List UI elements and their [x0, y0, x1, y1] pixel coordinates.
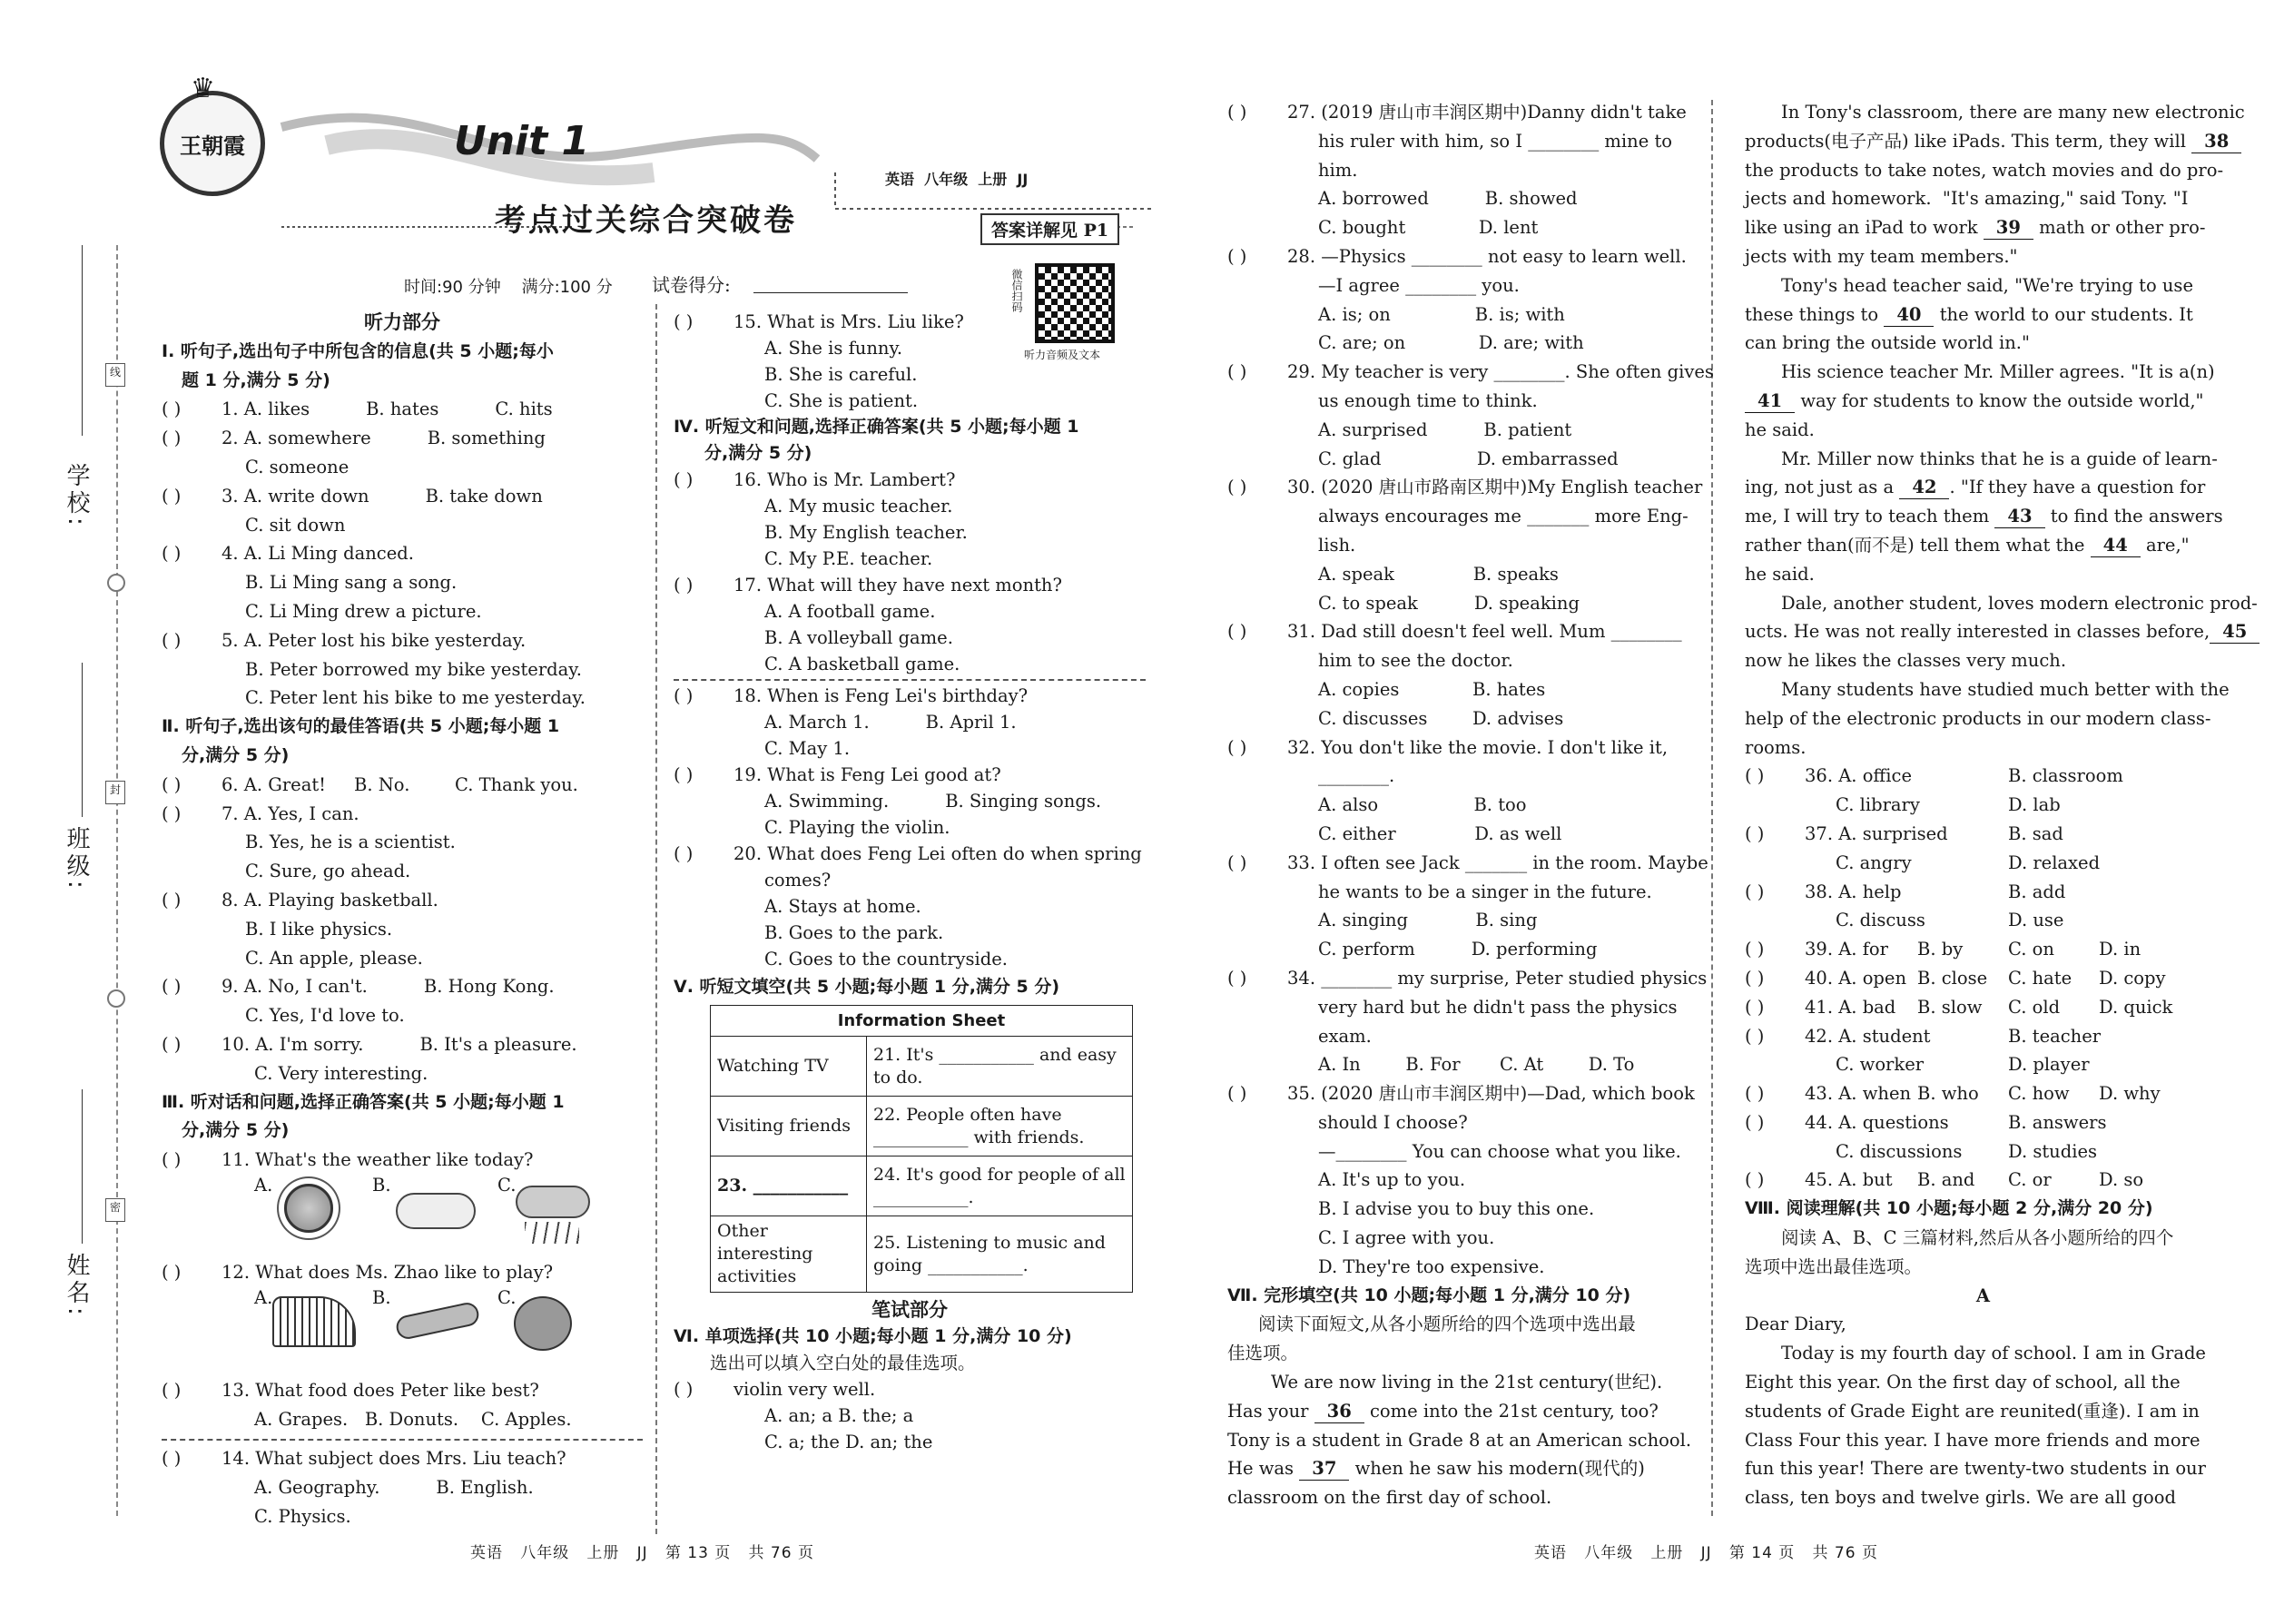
passage-line: now he likes the classes very much.	[1745, 650, 2067, 672]
diary-line: Class Four this year. I have more friends and more	[1745, 1429, 2200, 1451]
violin-icon	[394, 1300, 480, 1341]
passage-line: like using an iPad to work 39 math or other pro-	[1745, 217, 2206, 239]
section-2-heading-cont: 分,满分 5 分)	[182, 744, 290, 765]
question-44: ( ) 44. A. questions B. answers	[1745, 1111, 2107, 1133]
information-sheet	[710, 1005, 1133, 1293]
option: A. Geography. B. English.	[254, 1477, 534, 1499]
q-cont: us enough time to think.	[1318, 389, 1538, 411]
passage-line: Has your 36 come into the 21st century, too?	[1227, 1400, 1659, 1422]
passage-line: ucts. He was not really interested in classes before, 45	[1745, 617, 2221, 646]
info-cell: Visiting friends	[711, 1097, 867, 1156]
question-33: ( ) 33. I often see Jack _______ in the room. Maybe	[1227, 851, 1708, 873]
question-1: ( ) 1. A. likes B. hates C. hits	[162, 399, 553, 420]
school-label: 学校:	[63, 463, 90, 529]
passage-line: We are now living in the 21st century(世纪).	[1271, 1372, 1663, 1393]
diary-line: Today is my fourth day of school. I am in Grade	[1781, 1343, 2206, 1364]
drum-icon	[514, 1296, 572, 1351]
option: A. My music teacher.	[764, 496, 953, 517]
passage-line: Mr. Miller now thinks that he is a guide of learn-	[1781, 448, 2218, 469]
question-40: ( ) 40. A. open B. close C. hate D. copy	[1745, 967, 2166, 989]
blank-44: 44	[2091, 535, 2141, 557]
passage-line: In Tony's classroom, there are many new electronic	[1781, 102, 2245, 123]
option: C. Very interesting.	[254, 1062, 428, 1084]
option: A. surprised B. patient	[1318, 418, 1572, 440]
info-cell: Other interesting activities	[711, 1216, 867, 1293]
option: C. discuss D. use	[1836, 910, 2064, 931]
q-cont: him.	[1318, 159, 1358, 181]
question-4: ( ) 4. A. Li Ming danced.	[162, 543, 414, 565]
option: B. Li Ming sang a song.	[245, 572, 458, 594]
line-mark: 线	[105, 363, 125, 387]
question-37: ( ) 37. A. surprised B. sad	[1745, 822, 2063, 844]
option: C. perform D. performing	[1318, 939, 1598, 960]
option: C. discussions D. studies	[1836, 1140, 2098, 1162]
question-27: ( ) 27. (2019 唐山市丰润区期中)Danny didn't take	[1227, 102, 1687, 123]
header-banner	[145, 73, 1171, 263]
q-cont: ________.	[1318, 765, 1395, 787]
passage-line: rooms.	[1745, 736, 1807, 758]
score-blank	[753, 292, 908, 293]
section-8-instruction: 阅读 A、B、C 三篇材料,然后从各小题所给的四个	[1781, 1227, 2174, 1249]
passage-line: products(电子产品) like iPads. This term, they will 38	[1745, 127, 2221, 156]
option: C. A basketball game.	[764, 654, 960, 674]
passage-a-label: A	[1975, 1284, 1991, 1306]
option: B. I like physics.	[245, 918, 393, 940]
option: C. sit down	[245, 514, 346, 536]
time-info: 时间:90 分钟 满分:100 分	[404, 278, 613, 297]
q-cont: —I agree ________ you.	[1318, 274, 1520, 296]
listening-heading: 听力部分	[364, 311, 440, 333]
question-28: ( ) 28. —Physics ________ not easy to learn well.	[1227, 245, 1687, 267]
subtitle: 考点过关综合突破卷	[495, 202, 797, 239]
question-31: ( ) 31. Dad still doesn't feel well. Mum ________	[1227, 621, 1682, 643]
option: C. bought D. lent	[1318, 217, 1539, 239]
diary-line: students of Grade Eight are reunited(重逢). I am in	[1745, 1400, 2200, 1422]
option: C. Goes to the countryside.	[764, 949, 1009, 969]
cloud-icon	[396, 1193, 476, 1229]
question-20: ( ) 20. What does Feng Lei often do when spring	[674, 843, 1142, 864]
section-1-heading: Ⅰ. 听句子,选出句子中所包含的信息(共 5 小题;每小	[162, 340, 554, 361]
option: A. She is funny.	[764, 338, 903, 359]
sun-icon	[284, 1184, 333, 1233]
passage-line: His science teacher Mr. Miller agrees. "It is a(n)	[1781, 361, 2215, 383]
section-7-heading: Ⅶ. 完形填空(共 10 小题;每小题 1 分,满分 10 分)	[1227, 1284, 1631, 1305]
diary-line: class, ten boys and twelve girls. We are all good	[1745, 1487, 2176, 1509]
section-6-heading: Ⅵ. 单项选择(共 10 小题;每小题 1 分,满分 10 分)	[674, 1326, 1072, 1346]
option: A. speak B. speaks	[1318, 563, 1559, 585]
qr-label: 微信扫码	[1010, 269, 1023, 312]
punch-hole	[107, 574, 125, 592]
question-41: ( ) 41. A. bad B. slow C. old D. quick	[1745, 996, 2173, 1018]
option: B. A volleyball game.	[764, 627, 953, 648]
option: D. They're too expensive.	[1318, 1255, 1545, 1277]
option: A. borrowed B. showed	[1318, 188, 1578, 210]
passage-line: 41 way for students to know the outside world,"	[1745, 387, 2221, 416]
section-4-heading: Ⅳ. 听短文和问题,选择正确答案(共 5 小题;每小题 1	[674, 417, 1079, 437]
question-15: ( ) 15. What is Mrs. Liu like?	[674, 311, 964, 332]
option: C. Sure, go ahead.	[245, 861, 411, 882]
secret-mark: 密	[105, 1198, 125, 1222]
option: B. She is careful.	[764, 364, 918, 385]
score-label: 试卷得分:	[652, 274, 731, 296]
blank-39: 39	[1984, 217, 2033, 240]
footer-right: 英语 八年级 上册 JJ 第 14 页 共 76 页	[1534, 1544, 1878, 1562]
q-cont: should I choose?	[1318, 1111, 1468, 1133]
blank-43: 43	[1994, 506, 2044, 528]
info-cell: Watching TV	[711, 1037, 867, 1097]
name-label: 姓名:	[63, 1253, 90, 1319]
section-1-heading-cont: 题 1 分,满分 5 分)	[182, 369, 330, 390]
passage-line: he said.	[1745, 418, 1815, 440]
question-2: ( ) 2. A. somewhere B. something	[162, 428, 546, 449]
option: C. are; on D. are; with	[1318, 332, 1584, 354]
instrument-images: A. B. C.	[162, 1287, 643, 1369]
q-cont: his ruler with him, so I ________ mine to	[1318, 130, 1673, 152]
option: C. glad D. embarrassed	[1318, 448, 1619, 469]
question-16: ( ) 16. Who is Mr. Lambert?	[674, 469, 956, 490]
question-29: ( ) 29. My teacher is very ________. She often gives	[1227, 361, 1714, 383]
seal-mark: 封	[105, 781, 125, 804]
passage-line: the products to take notes, watch movies and do pro-	[1745, 159, 2224, 181]
blank-38: 38	[2191, 131, 2241, 153]
diary-line: fun this year! There are twenty-two students in our	[1745, 1458, 2206, 1480]
passage-line: these things to 40 the world to our students. It	[1745, 303, 2193, 325]
option: C. library D. lab	[1836, 794, 2061, 816]
logo	[160, 91, 265, 196]
question-7: ( ) 7. A. Yes, I can.	[162, 802, 359, 824]
blank-40: 40	[1884, 304, 1934, 327]
question-26-cont: C. a; the D. an; the	[764, 1432, 933, 1452]
option: B. Goes to the park.	[764, 922, 944, 943]
option: C. to speak D. speaking	[1318, 592, 1580, 614]
blank-42: 42	[1899, 477, 1949, 499]
option: A. In B. For C. At D. To	[1318, 1054, 1635, 1076]
logo-text: 王朝霞	[180, 132, 245, 159]
option: C. Physics.	[254, 1505, 351, 1527]
option: C. someone	[245, 456, 350, 477]
rain-icon	[516, 1186, 590, 1218]
blank-41: 41	[1745, 390, 1795, 413]
question-24: 24. It's good for people of all ___________.	[867, 1156, 1133, 1216]
option: C. discusses D. advises	[1318, 707, 1564, 729]
weather-images: A. B. C.	[162, 1175, 643, 1255]
section-3-heading-cont: 分,满分 5 分)	[182, 1120, 290, 1141]
divider	[674, 679, 1146, 681]
punch-hole	[107, 989, 125, 1008]
question-34: ( ) 34. ________ my surprise, Peter studied physics	[1227, 967, 1708, 989]
class-label: 班级:	[63, 826, 90, 892]
question-6: ( ) 6. A. Great! B. No. C. Thank you.	[162, 773, 578, 795]
passage-line: classroom on the first day of school.	[1227, 1487, 1552, 1509]
info-sheet-title: Information Sheet	[711, 1006, 1133, 1037]
option: B. Peter borrowed my bike yesterday.	[245, 658, 582, 680]
passage-line: rather than(而不是) tell them what the 44 are,"	[1745, 534, 2190, 556]
option: A. copies B. hates	[1318, 678, 1546, 700]
diary-line: Eight this year. On the first day of school, all the	[1745, 1372, 2181, 1393]
question-38: ( ) 38. A. help B. add	[1745, 881, 2066, 902]
binding-strip	[54, 245, 121, 1516]
question-26-cont: A. an; a B. the; a	[764, 1405, 914, 1426]
q-cont: always encourages me _______ more Eng-	[1318, 506, 1689, 527]
option: C. May 1.	[764, 738, 851, 759]
question-13: ( ) 13. What food does Peter like best?	[162, 1379, 539, 1401]
question-8: ( ) 8. A. Playing basketball.	[162, 889, 438, 910]
question-17: ( ) 17. What will they have next month?	[674, 575, 1062, 595]
question-45: ( ) 45. A. but B. and C. or D. so	[1745, 1169, 2144, 1191]
passage-line: Dale, another student, loves modern electronic prod-	[1781, 592, 2258, 614]
option: C. An apple, please.	[245, 947, 423, 969]
diary-greeting: Dear Diary,	[1745, 1314, 1846, 1335]
passage-line: Tony's head teacher said, "We're trying to use	[1781, 274, 2193, 296]
footer-left: 英语 八年级 上册 JJ 第 13 页 共 76 页	[470, 1544, 814, 1562]
question-32: ( ) 32. You don't like the movie. I don't like it,	[1227, 736, 1669, 758]
section-4-heading-cont: 分,满分 5 分)	[704, 443, 812, 463]
subject-tag: 英语 八年级 上册 JJ	[885, 171, 1029, 188]
passage-line: Many students have studied much better with the	[1781, 678, 2230, 700]
crown-icon: ♛	[191, 73, 215, 104]
option: A. is; on B. is; with	[1318, 303, 1565, 325]
column-divider	[655, 304, 657, 1534]
section-6-instruction: 选出可以填入空白处的最佳选项。	[710, 1353, 976, 1373]
question-26: ( ) violin very well.	[674, 1379, 876, 1400]
option: C. My P.E. teacher.	[764, 548, 933, 569]
section-3-heading: Ⅲ. 听对话和问题,选择正确答案(共 5 小题;每小题 1	[162, 1091, 565, 1112]
passage-line: jects with my team members."	[1745, 245, 2018, 267]
section-2-heading: Ⅱ. 听句子,选出该句的最佳答语(共 5 小题;每小题 1	[162, 716, 560, 737]
question-20-cont: comes?	[764, 870, 832, 891]
piano-icon	[272, 1296, 356, 1347]
q-cont: very hard but he didn't pass the physics	[1318, 996, 1678, 1018]
q-cont: —________ You can choose what you like.	[1318, 1140, 1681, 1162]
passage-line: can bring the outside world in."	[1745, 332, 2030, 354]
question-36: ( ) 36. A. office B. classroom	[1745, 765, 2123, 787]
question-23: 23. ___________	[711, 1156, 867, 1216]
section-8-heading: Ⅷ. 阅读理解(共 10 小题;每小题 2 分,满分 20 分)	[1745, 1198, 2153, 1219]
question-21: 21. It's ___________ and easy to do.	[867, 1037, 1133, 1097]
option: B. My English teacher.	[764, 522, 968, 543]
section-7-instruction-cont: 佳选项。	[1227, 1343, 1299, 1364]
question-11: ( ) 11. What's the weather like today?	[162, 1149, 534, 1171]
passage-line: me, I will try to teach them 43 to find the answers	[1745, 506, 2223, 527]
option: A. Stays at home.	[764, 896, 921, 917]
option: A. also B. too	[1318, 794, 1527, 816]
section-8-instruction-cont: 选项中选出最佳选项。	[1745, 1255, 1923, 1277]
q-cont: him to see the doctor.	[1318, 650, 1513, 672]
column-2	[674, 309, 1146, 1455]
question-39: ( ) 39. A. for B. by C. on D. in	[1745, 939, 2141, 960]
q-cont: exam.	[1318, 1025, 1372, 1047]
question-10: ( ) 10. A. I'm sorry. B. It's a pleasure.	[162, 1033, 577, 1055]
option: C. Peter lent his bike to me yesterday.	[245, 687, 586, 709]
qr-caption: 听力音频及文本	[1024, 349, 1101, 361]
question-14: ( ) 14. What subject does Mrs. Liu teach?	[162, 1448, 566, 1470]
q-cont: he wants to be a singer in the future.	[1318, 881, 1652, 902]
option: A. March 1. B. April 1.	[764, 712, 1017, 733]
passage-line: ing, not just as a 42 . "If they have a question for	[1745, 477, 2206, 498]
option: C. Yes, I'd love to.	[245, 1005, 405, 1027]
blank-45: 45	[2210, 621, 2260, 644]
q-cont: lish.	[1318, 534, 1356, 556]
option: C. either D. as well	[1318, 822, 1562, 844]
option: A. Grapes. B. Donuts. C. Apples.	[254, 1408, 572, 1430]
column-1	[162, 309, 643, 1531]
blank-36: 36	[1314, 1401, 1364, 1423]
question-5: ( ) 5. A. Peter lost his bike yesterday.	[162, 629, 527, 651]
question-30: ( ) 30. (2020 唐山市路南区期中)My English teacher	[1227, 477, 1703, 498]
option: C. angry D. relaxed	[1836, 851, 2101, 873]
question-22: 22. People often have ___________ with friends.	[867, 1097, 1133, 1156]
option: C. I agree with you.	[1318, 1227, 1495, 1249]
passage-line: Tony is a student in Grade 8 at an American school.	[1227, 1429, 1692, 1451]
question-12: ( ) 12. What does Ms. Zhao like to play?	[162, 1261, 554, 1283]
question-42: ( ) 42. A. student B. teacher	[1745, 1025, 2102, 1047]
option: A. singing B. sing	[1318, 910, 1538, 931]
option: C. Li Ming drew a picture.	[245, 600, 482, 622]
option: B. Yes, he is a scientist.	[245, 832, 456, 853]
passage-line: he said.	[1745, 563, 1815, 585]
divider	[162, 1439, 643, 1441]
option: A. A football game.	[764, 601, 936, 622]
column-3	[1227, 98, 1714, 1512]
question-35: ( ) 35. (2020 唐山市丰润区期中)—Dad, which book	[1227, 1083, 1695, 1105]
option: C. worker D. player	[1836, 1054, 2090, 1076]
question-19: ( ) 19. What is Feng Lei good at?	[674, 764, 1001, 785]
section-5-heading: Ⅴ. 听短文填空(共 5 小题;每小题 1 分,满分 5 分)	[674, 977, 1060, 997]
question-43: ( ) 43. A. when B. who C. how D. why	[1745, 1083, 2161, 1105]
question-18: ( ) 18. When is Feng Lei's birthday?	[674, 685, 1029, 706]
option: B. I advise you to buy this one.	[1318, 1198, 1595, 1220]
option: C. She is patient.	[764, 390, 919, 411]
answer-ref: 答案详解见 P1	[980, 213, 1119, 245]
section-7-instruction: 阅读下面短文,从各小题所给的四个选项中选出最	[1258, 1314, 1636, 1335]
question-9: ( ) 9. A. No, I can't. B. Hong Kong.	[162, 976, 555, 998]
column-divider	[1711, 100, 1713, 1516]
writing-heading: 笔试部分	[871, 1299, 948, 1321]
passage-line: He was 37 when he saw his modern(现代的)	[1227, 1458, 1645, 1480]
option: A. Swimming. B. Singing songs.	[764, 791, 1102, 812]
column-4	[1745, 98, 2258, 1512]
question-3: ( ) 3. A. write down B. take down	[162, 485, 543, 507]
passage-line: help of the electronic products in our modern class-	[1745, 707, 2211, 729]
passage-line: jects and homework. "It's amazing," said Tony. "I	[1745, 188, 2189, 210]
rain-drops	[525, 1222, 579, 1244]
option: A. It's up to you.	[1318, 1169, 1466, 1191]
blank-37: 37	[1299, 1458, 1349, 1481]
unit-title: Unit 1	[454, 118, 590, 164]
option: C. Playing the violin.	[764, 817, 950, 838]
question-25: 25. Listening to music and going ___________.	[867, 1216, 1133, 1293]
